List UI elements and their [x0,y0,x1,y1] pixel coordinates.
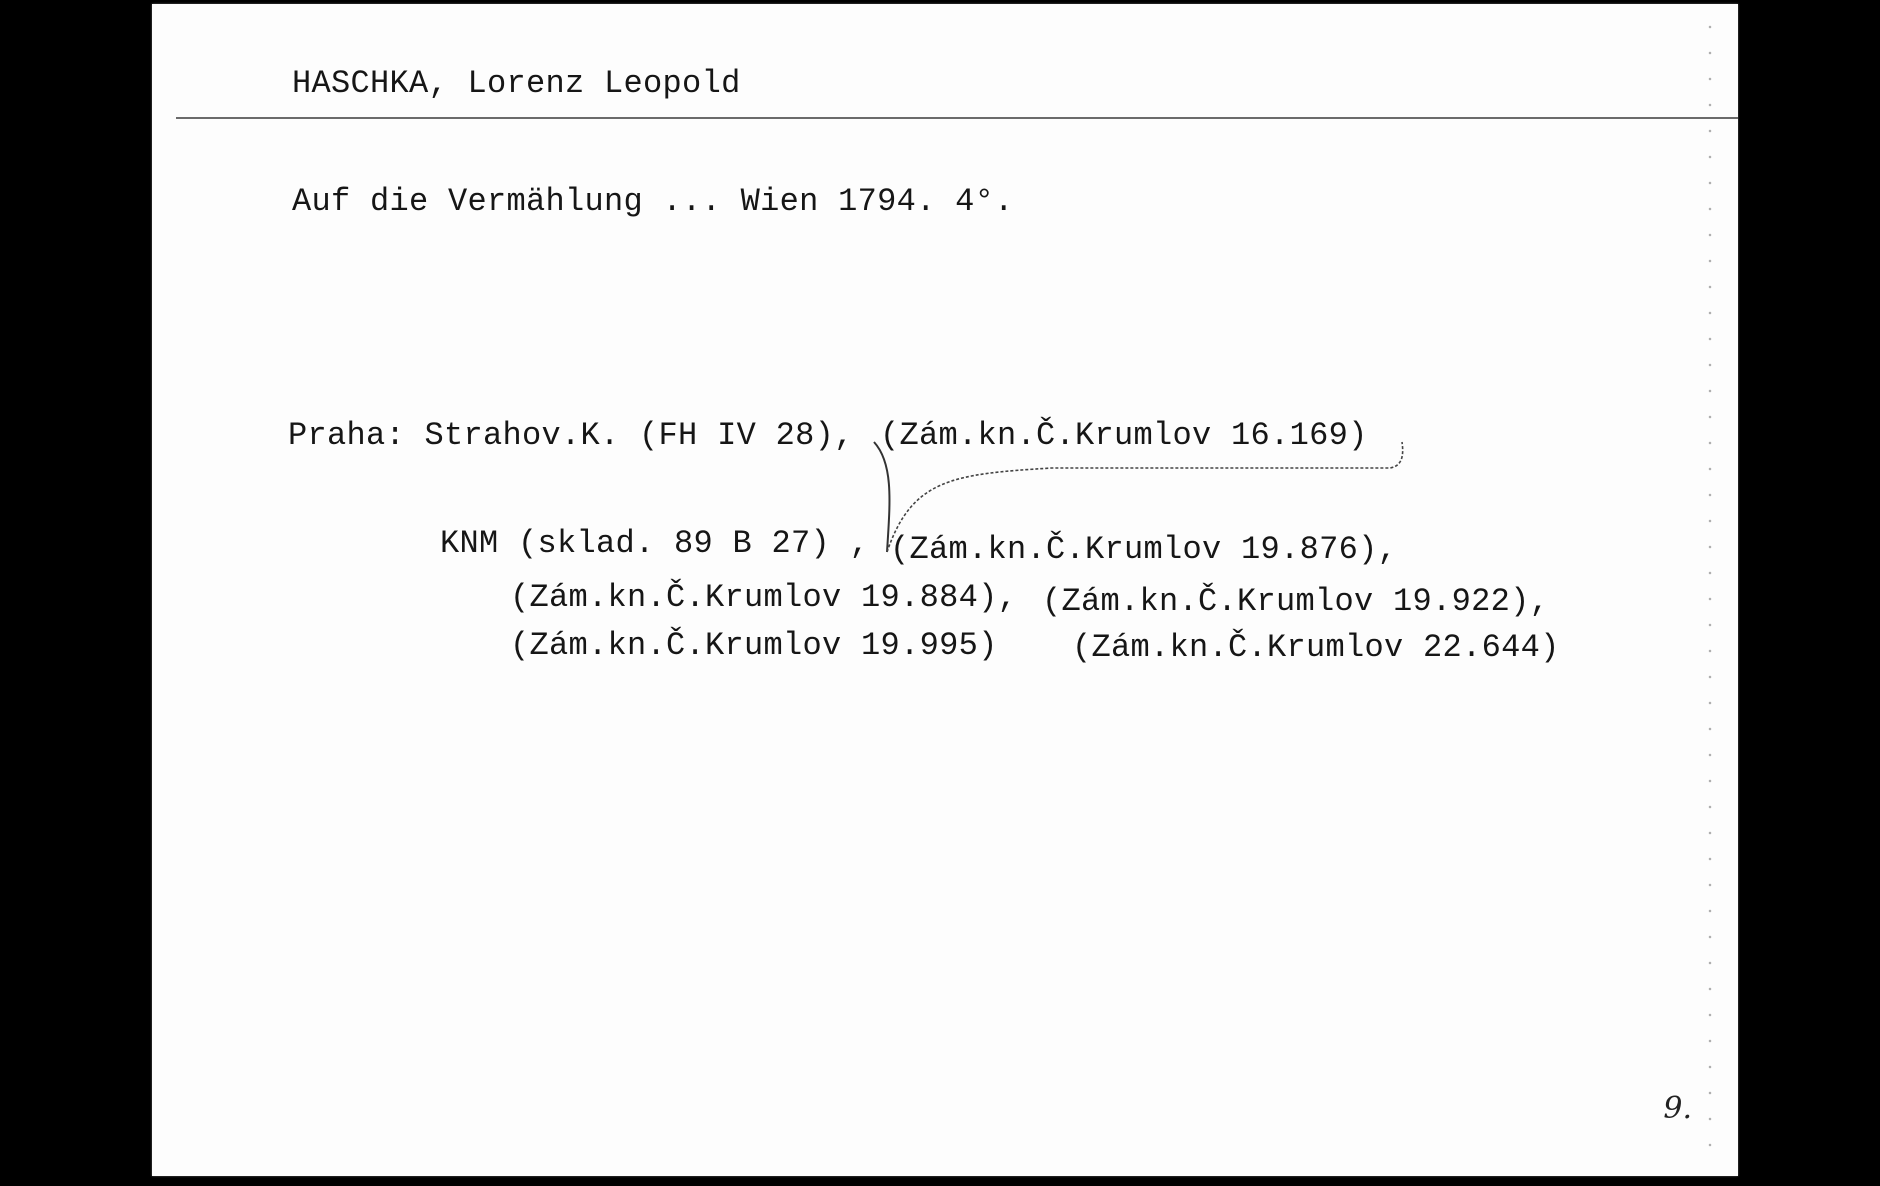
handwritten-page-mark: 9. [1663,1091,1692,1126]
holding-krumlov-19876: (Zám.kn.Č.Krumlov 19.876), [890,531,1398,568]
holding-krumlov-16169: (Zám.kn.Č.Krumlov 16.169) [880,417,1368,454]
holding-krumlov-19884: (Zám.kn.Č.Krumlov 19.884), [510,579,1018,616]
scan-edge-noise [1700,14,1720,1164]
insertion-bracket-left [874,442,889,552]
heading-divider [176,117,1738,119]
holding-krumlov-19995: (Zám.kn.Č.Krumlov 19.995) [510,627,998,664]
author-heading: HASCHKA, Lorenz Leopold [292,65,741,102]
holding-knm: KNM (sklad. 89 B 27) , [440,525,870,562]
holding-praha: Praha: Strahov.K. (FH IV 28), [288,417,854,454]
holding-krumlov-19922: (Zám.kn.Č.Krumlov 19.922), [1042,583,1550,620]
holding-krumlov-22644: (Zám.kn.Č.Krumlov 22.644) [1072,629,1560,666]
title-entry: Auf die Vermählung ... Wien 1794. 4°. [292,183,1014,220]
catalog-card [152,4,1738,1176]
